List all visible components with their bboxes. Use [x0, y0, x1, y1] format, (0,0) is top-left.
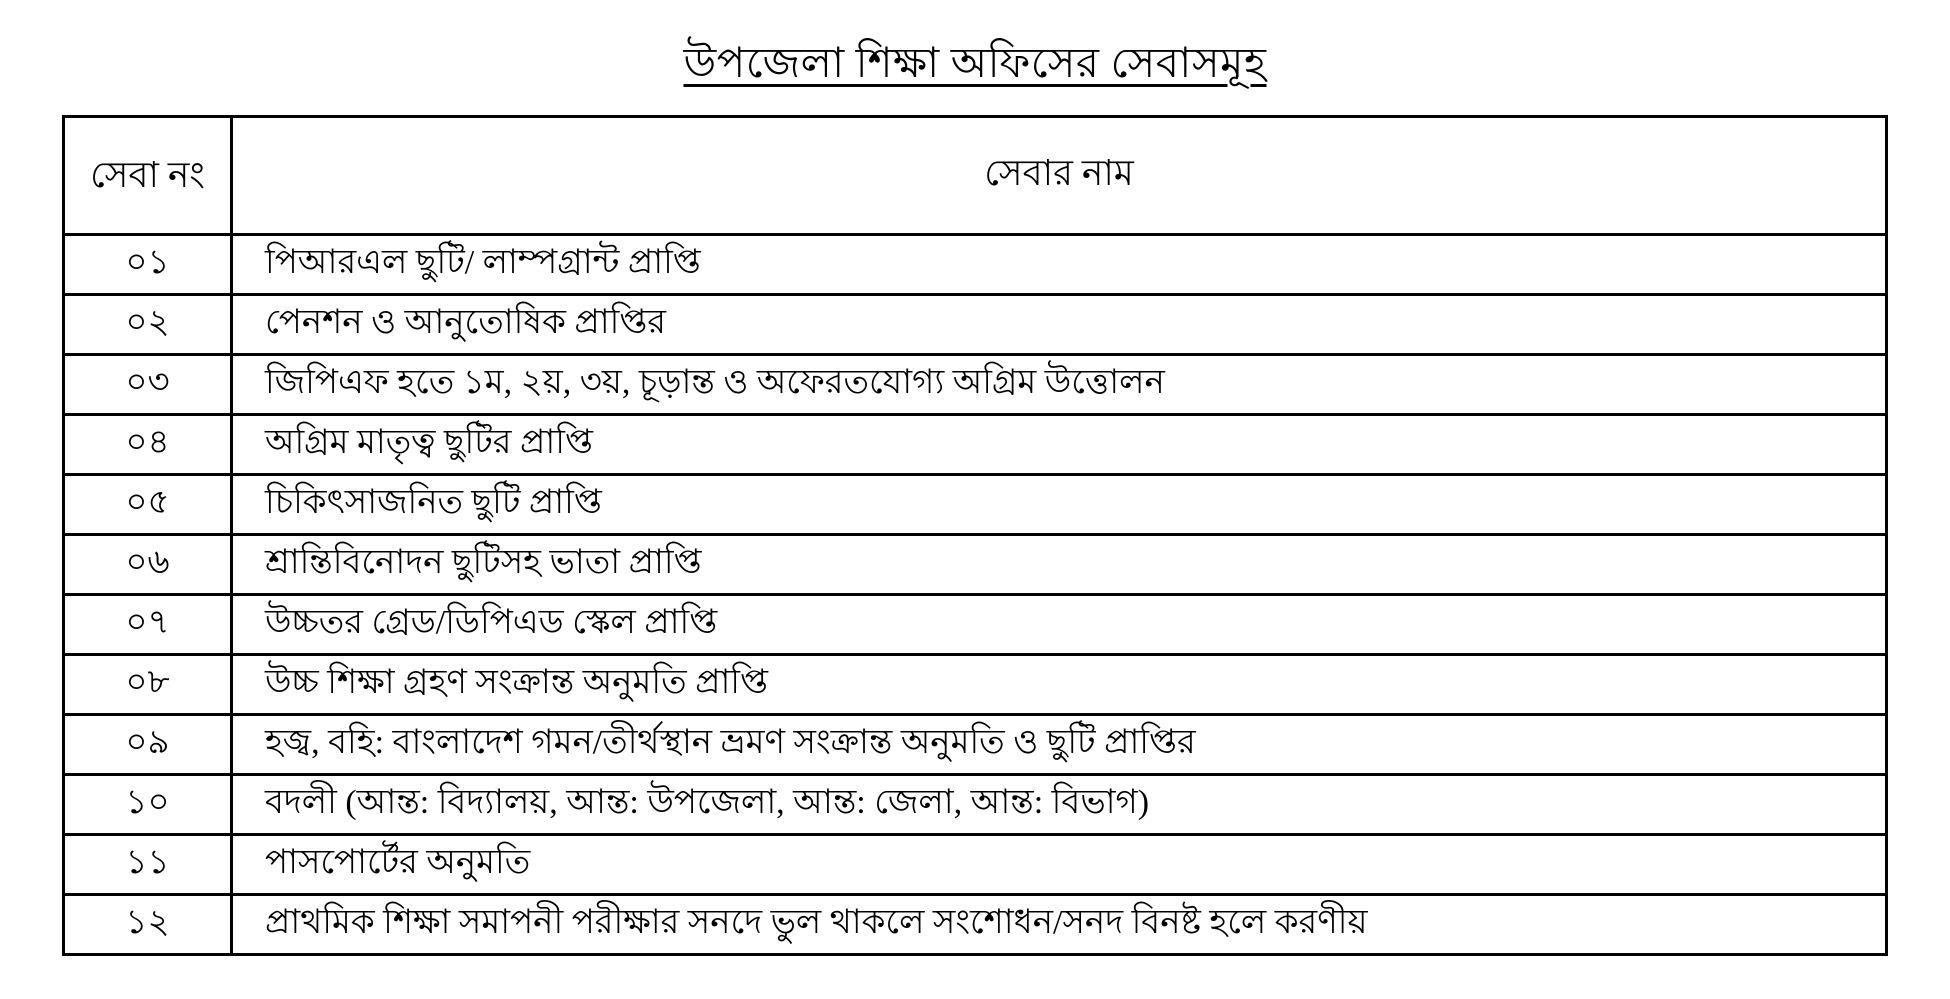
table-row — [64, 415, 1887, 475]
serial-cell: ০৬ — [64, 535, 232, 595]
service-name-cell: শ্রান্তিবিনোদন ছুটিসহ ভাতা প্রাপ্তি — [232, 535, 1887, 595]
table-row — [64, 355, 1887, 415]
table-row — [64, 595, 1887, 655]
table-row — [64, 655, 1887, 715]
service-name-cell: অগ্রিম মাতৃত্ব ছুটির প্রাপ্তি — [232, 415, 1887, 475]
table-row — [64, 475, 1887, 535]
service-name-cell: পেনশন ও আনুতোষিক প্রাপ্তির — [232, 295, 1887, 355]
service-name-cell: পিআরএল ছুটি/ লাম্পগ্রান্ট প্রাপ্তি — [232, 235, 1887, 295]
serial-cell: ০৩ — [64, 355, 232, 415]
page-title: উপজেলা শিক্ষা অফিসের সেবাসমূহ — [683, 41, 1267, 87]
service-name-cell: উচ্চতর গ্রেড/ডিপিএড স্কেল প্রাপ্তি — [232, 595, 1887, 655]
col-header-serial-no: সেবা নং — [64, 117, 232, 235]
table-row — [64, 535, 1887, 595]
serial-cell: ০৯ — [64, 715, 232, 775]
serial-cell: ০৮ — [64, 655, 232, 715]
table-row — [64, 835, 1887, 895]
col-header-service-name: সেবার নাম — [232, 117, 1887, 235]
serial-cell: ০৭ — [64, 595, 232, 655]
service-name-cell: হজ্ব, বহি: বাংলাদেশ গমন/তীর্থস্থান ভ্রমণ সংক্রান্ত অনুমতি ও ছুটি প্রাপ্তির — [232, 715, 1887, 775]
service-name-cell: চিকিৎসাজনিত ছুটি প্রাপ্তি — [232, 475, 1887, 535]
service-name-cell: প্রাথমিক শিক্ষা সমাপনী পরীক্ষার সনদে ভুল থাকলে সংশোধন/সনদ বিনষ্ট হলে করণীয় — [232, 895, 1887, 955]
table-row — [64, 775, 1887, 835]
service-name-cell: পাসপোর্টের অনুমতি — [232, 835, 1887, 895]
serial-cell: ০৪ — [64, 415, 232, 475]
service-name-cell: বদলী (আন্ত: বিদ্যালয়, আন্ত: উপজেলা, আন্ত: জেলা, আন্ত: বিভাগ) — [232, 775, 1887, 835]
serial-cell: ১০ — [64, 775, 232, 835]
serial-cell: ০২ — [64, 295, 232, 355]
table-row — [64, 295, 1887, 355]
service-name-cell: উচ্চ শিক্ষা গ্রহণ সংক্রান্ত অনুমতি প্রাপ্তি — [232, 655, 1887, 715]
serial-cell: ০৫ — [64, 475, 232, 535]
table-row — [64, 895, 1887, 955]
table-header-row — [64, 117, 1887, 235]
services-table — [62, 115, 1888, 956]
service-name-cell: জিপিএফ হতে ১ম, ২য়, ৩য়, চূড়ান্ত ও অফেরতযোগ্য অগ্রিম উত্তোলন — [232, 355, 1887, 415]
serial-cell: ০১ — [64, 235, 232, 295]
serial-cell: ১২ — [64, 895, 232, 955]
table-row — [64, 235, 1887, 295]
serial-cell: ১১ — [64, 835, 232, 895]
table-row — [64, 715, 1887, 775]
